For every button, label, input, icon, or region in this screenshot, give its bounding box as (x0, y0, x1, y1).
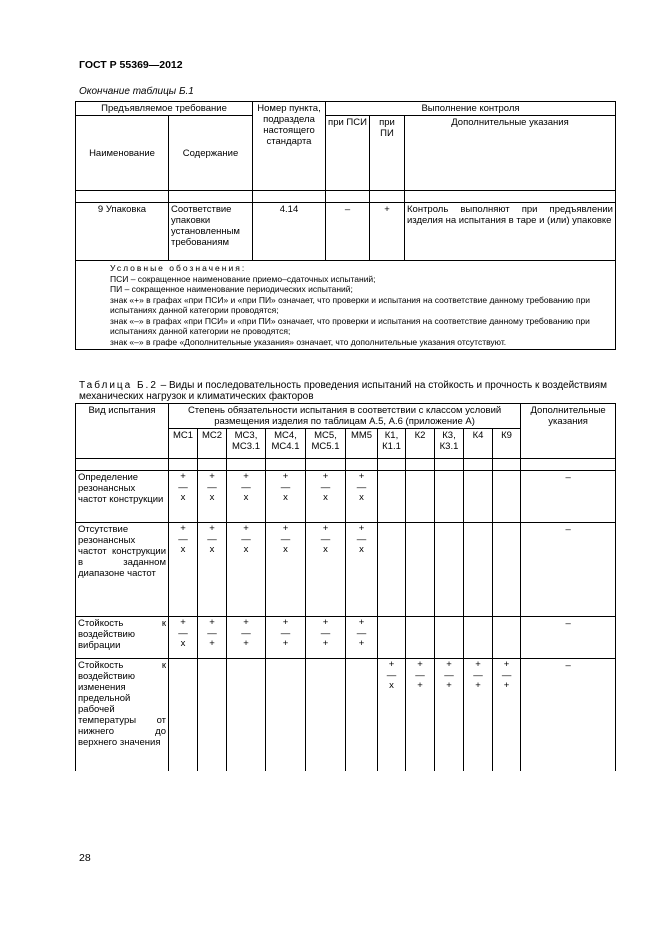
class-header: МС3, МС3.1 (227, 429, 266, 459)
fraction-bar: — (356, 533, 367, 545)
col-item-number: Номер пункта, подраздела настоящего стандарта (253, 102, 326, 191)
mark-symbol: + (282, 638, 289, 649)
fraction-bar: — (280, 481, 291, 493)
fraction-bar: — (280, 627, 291, 639)
legend-item: ПИ – сокращенное наименование периодических испытаний; (110, 284, 353, 294)
mark-cell (464, 659, 493, 771)
table-b1 (75, 101, 616, 350)
col-pi: при ПИ (370, 116, 405, 191)
fraction-bar: — (207, 481, 217, 493)
mark-symbol: х (283, 544, 288, 555)
caption-label: Таблица Б.2 (79, 380, 158, 391)
class-header: К4 (464, 429, 493, 459)
fraction-bar: — (320, 533, 331, 545)
fraction-bar: — (501, 669, 512, 681)
extra-note: – (521, 471, 616, 523)
col-name: Наименование (76, 116, 169, 191)
mark-symbol: + (388, 659, 395, 670)
mark-cell (227, 617, 266, 659)
mark-symbol: х (323, 544, 328, 555)
extra-note: – (521, 617, 616, 659)
mark-cell (493, 617, 521, 659)
mark-cell (346, 471, 378, 523)
mark-symbol: + (503, 659, 510, 670)
mark-cell (266, 659, 306, 771)
fraction-bar: — (241, 627, 251, 639)
class-header: МС1 (169, 429, 198, 459)
legend-title: Условные обозначения: (110, 263, 247, 273)
mark-cell (306, 659, 346, 771)
mark-cell (227, 659, 266, 771)
mark-cell (464, 617, 493, 659)
mark-cell (346, 617, 378, 659)
mark-cell (306, 617, 346, 659)
mark-symbol: + (243, 617, 249, 628)
table-b2-caption (79, 380, 615, 402)
mark-symbol: + (322, 471, 329, 482)
mark-symbol: + (358, 523, 365, 534)
mark-symbol: + (322, 523, 329, 534)
col-extra: Дополнительные указания (405, 116, 616, 191)
fraction-bar: — (356, 627, 367, 639)
mark-cell (306, 523, 346, 617)
mark-cell (169, 471, 198, 523)
mark-symbol: + (209, 638, 215, 649)
mark-symbol: + (322, 617, 329, 628)
col-content: Содержание (169, 116, 253, 191)
mark-cell (227, 523, 266, 617)
mark-cell (406, 523, 435, 617)
mark-symbol: + (282, 617, 289, 628)
fraction-bar: — (207, 627, 217, 639)
mark-symbol: + (503, 680, 510, 691)
fraction-bar: — (320, 627, 331, 639)
table-row (76, 659, 616, 771)
legend-item: ПСИ – сокращенное наименование приемо–сдаточных испытаний; (110, 273, 376, 284)
mark-cell (464, 471, 493, 523)
mark-cell (266, 471, 306, 523)
mark-symbol: + (358, 638, 365, 649)
mark-cell (198, 659, 227, 771)
fraction-bar: — (320, 481, 331, 493)
table-row (76, 203, 616, 261)
class-header: МС2 (198, 429, 227, 459)
mark-symbol: + (417, 659, 423, 670)
mark-symbol: + (475, 680, 481, 691)
col-group-requirement: Предъявляемое требование (76, 102, 253, 116)
mark-symbol: + (243, 471, 249, 482)
page-number: 28 (79, 852, 91, 864)
fraction-bar: — (241, 481, 251, 493)
fraction-bar: — (473, 669, 483, 681)
mark-cell (378, 471, 406, 523)
class-header: К9 (493, 429, 521, 459)
legend-item: знак «–» в графе «Дополнительные указания» означает, что дополнительные указания отсутствуют. (110, 336, 507, 347)
col-group-class: Степень обязательности испытания в соответствии с классом условий размещения изделия по таблицам А.5, А.6 (приложение А) (169, 404, 521, 429)
mark-symbol: + (282, 523, 289, 534)
mark-cell (346, 523, 378, 617)
fraction-bar: — (415, 669, 425, 681)
mark-symbol: х (389, 680, 394, 691)
row-item: 4.14 (253, 203, 326, 261)
mark-cell (346, 659, 378, 771)
col-psi: при ПСИ (326, 116, 370, 191)
col-test-type: Вид испытания (76, 404, 169, 459)
class-header: ММ5 (346, 429, 378, 459)
mark-cell (493, 523, 521, 617)
mark-cell (169, 523, 198, 617)
mark-symbol: х (180, 638, 186, 649)
mark-cell (169, 659, 198, 771)
mark-cell (435, 471, 464, 523)
fraction-bar: — (178, 481, 188, 493)
test-name: Стойкость к воздействию вибрации (76, 617, 169, 659)
caption-text: – Виды и последовательность проведения испытаний на стойкость и прочность к воздействиям механических нагрузок и климатических факторов (79, 380, 607, 402)
mark-cell (435, 523, 464, 617)
mark-cell (378, 617, 406, 659)
row-extra: Контроль выполняют при предъявлении изделия на испытания в таре и (или) упаковке (405, 203, 616, 261)
table-continuation-label: Окончание таблицы Б.1 (79, 86, 194, 97)
mark-symbol: + (322, 638, 329, 649)
test-name: Определение резонансных частот конструкции (76, 471, 169, 523)
table-row (76, 523, 616, 617)
mark-cell (406, 471, 435, 523)
mark-cell (464, 523, 493, 617)
row-content: Соответствие упаковки установленным требованиям (169, 203, 253, 261)
legend-notes (76, 261, 616, 350)
row-name: 9 Упаковка (76, 203, 169, 261)
mark-symbol: + (475, 659, 481, 670)
mark-symbol: х (359, 492, 364, 503)
mark-cell (378, 659, 406, 771)
fraction-bar: — (241, 533, 251, 545)
row-psi: – (326, 203, 370, 261)
document-code: ГОСТ Р 55369—2012 (79, 59, 183, 71)
mark-symbol: + (209, 471, 215, 482)
mark-symbol: х (243, 544, 249, 555)
extra-note: – (521, 659, 616, 771)
mark-symbol: + (446, 659, 452, 670)
class-header: МС5, МС5.1 (306, 429, 346, 459)
mark-symbol: + (282, 471, 289, 482)
mark-symbol: х (180, 492, 186, 503)
table-row (76, 617, 616, 659)
fraction-bar: — (280, 533, 291, 545)
mark-symbol: + (180, 617, 186, 628)
mark-symbol: + (180, 471, 186, 482)
mark-cell (406, 659, 435, 771)
class-header: К3, К3.1 (435, 429, 464, 459)
mark-cell (493, 471, 521, 523)
fraction-bar: — (207, 533, 217, 545)
mark-cell (198, 617, 227, 659)
mark-symbol: + (358, 617, 365, 628)
mark-symbol: х (243, 492, 249, 503)
row-pi: + (370, 203, 405, 261)
mark-cell (266, 617, 306, 659)
class-header: МС4, МС4.1 (266, 429, 306, 459)
mark-cell (198, 523, 227, 617)
mark-cell (435, 659, 464, 771)
mark-symbol: + (180, 523, 186, 534)
mark-symbol: х (180, 544, 186, 555)
mark-symbol: х (323, 492, 328, 503)
mark-symbol: + (243, 523, 249, 534)
mark-cell (435, 617, 464, 659)
table-row (76, 471, 616, 523)
mark-cell (493, 659, 521, 771)
mark-cell (266, 523, 306, 617)
mark-symbol: + (417, 680, 423, 691)
col-group-execution: Выполнение контроля (326, 102, 616, 116)
legend-item: знак «+» в графах «при ПСИ» и «при ПИ» означает, что проверки и испытания на соответствие данному требованию при испытаниях данной категории проводятся; (110, 294, 591, 315)
mark-symbol: + (446, 680, 452, 691)
fraction-bar: — (444, 669, 454, 681)
mark-symbol: + (209, 523, 215, 534)
fraction-bar: — (178, 627, 188, 639)
mark-cell (198, 471, 227, 523)
extra-note: – (521, 523, 616, 617)
class-header: К1, К1.1 (378, 429, 406, 459)
fraction-bar: — (178, 533, 188, 545)
mark-cell (378, 523, 406, 617)
fraction-bar: — (356, 481, 367, 493)
class-header: К2 (406, 429, 435, 459)
mark-symbol: + (243, 638, 249, 649)
col-extra: Дополнительные указания (521, 404, 616, 459)
fraction-bar: — (386, 669, 397, 681)
test-name: Отсутствие резонансных частот конструкции в заданном диапазоне частот (76, 523, 169, 617)
mark-symbol: + (358, 471, 365, 482)
mark-cell (406, 617, 435, 659)
mark-symbol: х (209, 544, 215, 555)
mark-symbol: х (209, 492, 215, 503)
test-name: Стойкость к воздействию изменения предельной рабочей температуры от нижнего до верхнего значения (76, 659, 169, 771)
mark-cell (306, 471, 346, 523)
legend-item: знак «–» в графах «при ПСИ» и «при ПИ» означает, что проверки и испытания на соответствие данному требованию при испытаниях данной категории не проводятся; (110, 315, 590, 336)
mark-cell (169, 617, 198, 659)
mark-symbol: х (359, 544, 364, 555)
mark-symbol: х (283, 492, 288, 503)
mark-symbol: + (209, 617, 215, 628)
mark-cell (227, 471, 266, 523)
table-b2 (75, 403, 616, 771)
